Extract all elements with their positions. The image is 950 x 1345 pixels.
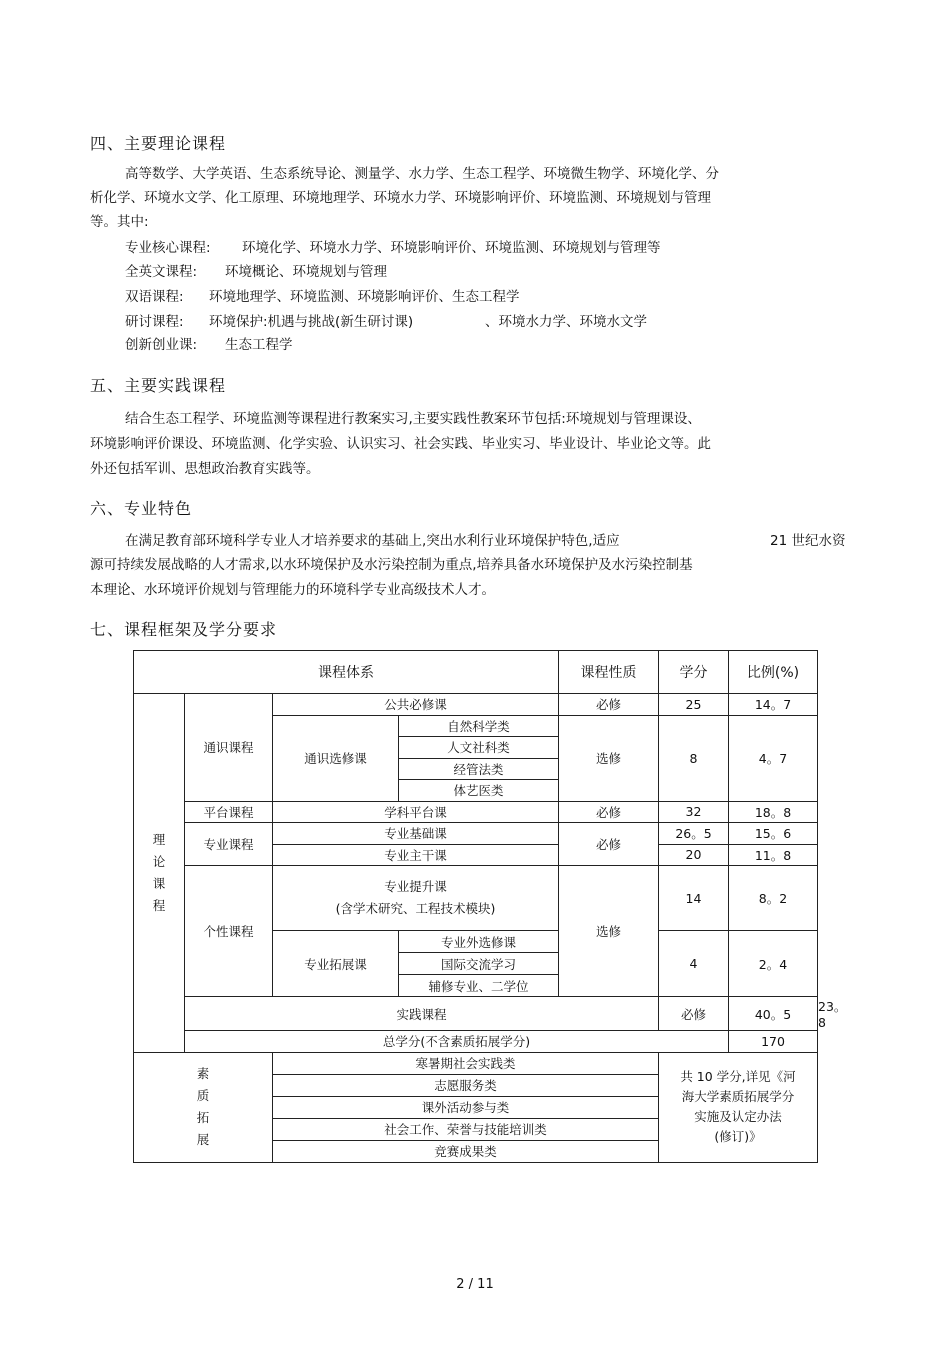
section-6-para-line-2: 源可持续发展战略的人才需求,以水环境保护及水污染控制为重点,培养具备水环境保护及水污染控制基	[90, 557, 693, 573]
course-framework-table	[133, 650, 847, 1163]
english-courses-label: 全英文课程:	[125, 264, 198, 280]
practice-credit: 40。5	[729, 997, 818, 1031]
section-5-para-line-2: 环境影响评价课设、环境监测、化学实验、认识实习、社会实践、毕业实习、毕业设计、毕业论文等。此	[90, 436, 711, 452]
innovation-courses-label: 创新创业课:	[125, 337, 198, 353]
table-row: 实践课程 必修 40。5 23。8	[134, 997, 818, 1031]
elective-item: 经管法类	[399, 758, 559, 780]
expand-credit: 4	[659, 931, 729, 997]
quality-note-line: 海大学素质拓展学分	[681, 1089, 795, 1104]
quality-note-line: (修订)》	[714, 1129, 762, 1144]
section-4-para-line-3: 等。其中:	[90, 214, 149, 230]
public-required-ratio: 14。7	[729, 694, 818, 716]
innovation-courses-item	[125, 333, 293, 353]
header-credit: 学分	[659, 651, 729, 694]
table-row	[134, 1052, 818, 1074]
table-row	[134, 823, 818, 845]
table-header-row	[134, 651, 818, 694]
upgrade-note: (含学术研究、工程技术模块)	[335, 901, 496, 916]
elective-item: 人文社科类	[399, 737, 559, 759]
platform-credit: 32	[659, 801, 729, 823]
personal-nature: 选修	[559, 866, 659, 997]
quality-label: 素 质 拓 展	[134, 1052, 273, 1162]
section-7-title: 七、课程框架及学分要求	[90, 620, 278, 639]
seminar-courses-label: 研讨课程:	[125, 314, 184, 330]
theory-courses-label: 理 论 课 程	[134, 694, 185, 1053]
quality-item: 志愿服务类	[273, 1074, 659, 1096]
section-4-para-line-1: 高等数学、大学英语、生态系统导论、测量学、水力学、生态工程学、环境微生物学、环境化学、分	[125, 166, 719, 182]
elective-item: 自然科学类	[399, 715, 559, 737]
general-courses-label: 通识课程	[185, 694, 273, 802]
major-main-credit: 20	[659, 844, 729, 866]
section-6-para-line-1: 在满足教育部环境科学专业人才培养要求的基础上,突出水利行业环境保护特色,适应	[125, 533, 620, 549]
elective-ratio: 4。7	[729, 715, 818, 801]
general-elective-label: 通识选修课	[273, 715, 399, 801]
platform-label: 平台课程	[185, 801, 273, 823]
practice-nature: 必修	[659, 997, 729, 1031]
elective-credit: 8	[659, 715, 729, 801]
section-6-title: 六、专业特色	[90, 499, 193, 518]
major-main-ratio: 11。8	[729, 844, 818, 866]
page-number: 2 / 11	[456, 1277, 494, 1292]
quality-note-line: 实施及认定办法	[694, 1109, 782, 1124]
major-basic-ratio: 15。6	[729, 823, 818, 845]
english-courses-item	[125, 260, 387, 280]
quality-item: 寒暑期社会实践类	[273, 1052, 659, 1074]
major-main-name: 专业主干课	[273, 844, 559, 866]
upgrade-name: 专业提升课	[384, 879, 447, 894]
platform-nature: 必修	[559, 801, 659, 823]
quality-note	[659, 1052, 818, 1162]
section-5-para-line-1: 结合生态工程学、环境监测等课程进行教案实习,主要实践性教案环节包括:环境规划与管理课设、	[125, 411, 701, 427]
public-required-name: 公共必修课	[273, 694, 559, 716]
table-row	[134, 1031, 818, 1053]
table-row	[134, 866, 818, 931]
expand-item: 国际交流学习	[399, 953, 559, 975]
quality-item: 社会工作、荣誉与技能培训类	[273, 1118, 659, 1140]
bilingual-courses-item	[125, 285, 520, 305]
quality-note-line: 共 10 学分,详见《河	[680, 1069, 796, 1084]
expand-item: 辅修专业、二学位	[399, 975, 559, 997]
major-basic-name: 专业基础课	[273, 823, 559, 845]
section-6-para-line-3: 本理论、水环境评价规划与管理能力的环境科学专业高级技术人才。	[90, 582, 495, 598]
total-value: 170	[729, 1031, 818, 1053]
section-5-title: 五、主要实践课程	[90, 376, 227, 395]
core-courses-item	[125, 236, 661, 256]
elective-item: 体艺医类	[399, 780, 559, 802]
practice-name: 实践课程	[185, 997, 659, 1031]
seminar-courses-item	[125, 310, 647, 330]
major-nature: 必修	[559, 823, 659, 866]
section-6-para-line-1b: 21 世纪水资	[770, 533, 846, 549]
header-ratio: 比例(%)	[729, 651, 818, 694]
platform-name: 学科平台课	[273, 801, 559, 823]
core-courses-label: 专业核心课程:	[125, 240, 211, 256]
expand-label: 专业拓展课	[273, 931, 399, 997]
bilingual-courses-value: 环境地理学、环境监测、环境影响评价、生态工程学	[209, 289, 520, 305]
total-name: 总学分(不含素质拓展学分)	[185, 1031, 729, 1053]
public-required-credit: 25	[659, 694, 729, 716]
upgrade-ratio: 8。2	[729, 866, 818, 931]
seminar-courses-value-2: 、环境水力学、环境水文学	[485, 314, 647, 330]
table-row	[134, 694, 818, 716]
innovation-courses-value: 生态工程学	[225, 337, 293, 353]
expand-item: 专业外选修课	[399, 931, 559, 953]
public-required-nature: 必修	[559, 694, 659, 716]
upgrade-cell	[273, 866, 559, 931]
platform-ratio: 18。8	[729, 801, 818, 823]
major-label: 专业课程	[185, 823, 273, 866]
section-4-title: 四、主要理论课程	[90, 134, 227, 153]
elective-nature: 选修	[559, 715, 659, 801]
header-course-system: 课程体系	[134, 651, 559, 694]
quality-item: 竞赛成果类	[273, 1140, 659, 1162]
core-courses-value: 环境化学、环境水力学、环境影响评价、环境监测、环境规划与管理等	[242, 240, 661, 256]
section-5-para-line-3: 外还包括军训、思想政治教育实践等。	[90, 461, 320, 477]
major-basic-credit: 26。5	[659, 823, 729, 845]
personal-label: 个性课程	[185, 866, 273, 997]
table-row	[134, 801, 818, 823]
section-4-para-line-2: 析化学、环境水文学、化工原理、环境地理学、环境水力学、环境影响评价、环境监测、环境规划与管理	[90, 190, 711, 206]
quality-item: 课外活动参与类	[273, 1096, 659, 1118]
expand-ratio: 2。4	[729, 931, 818, 997]
seminar-courses-value: 环境保护:机遇与挑战(新生研讨课)	[209, 314, 414, 330]
upgrade-credit: 14	[659, 866, 729, 931]
header-nature: 课程性质	[559, 651, 659, 694]
bilingual-courses-label: 双语课程:	[125, 289, 184, 305]
english-courses-value: 环境概论、环境规划与管理	[225, 264, 387, 280]
